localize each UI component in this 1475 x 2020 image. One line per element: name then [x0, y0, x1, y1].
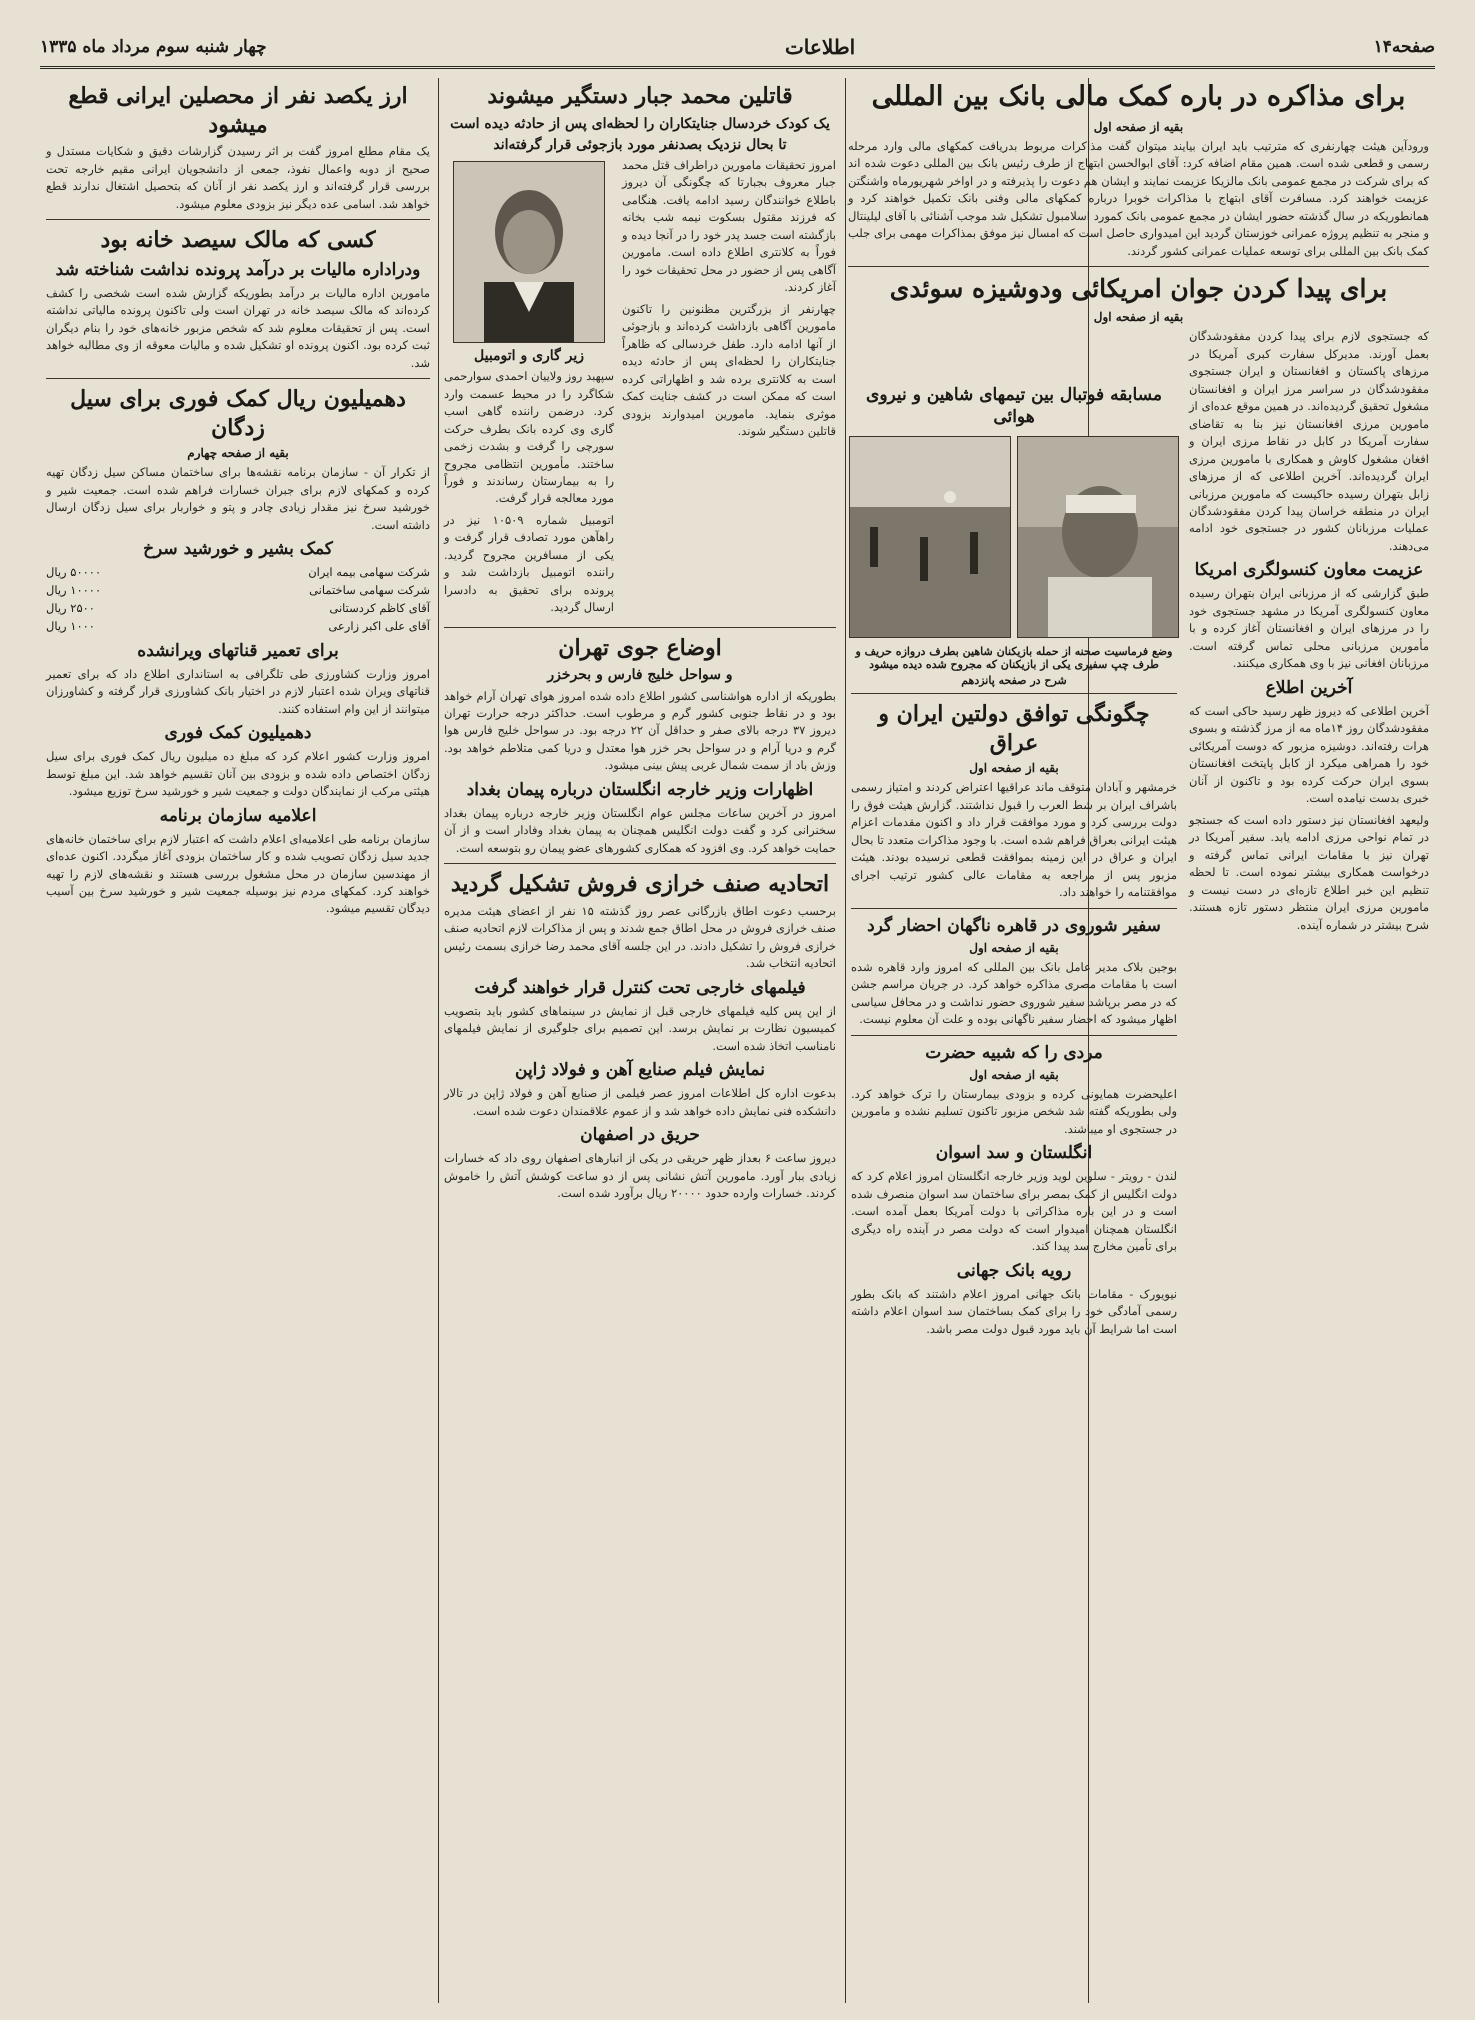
headline-murder: قاتلین محمد جبار دستگیر میشوند — [487, 83, 793, 109]
continuation-note: بقیه از صفحه چهارم — [187, 446, 289, 461]
newspaper-name: اطلاعات — [784, 35, 856, 59]
article-text: که جستجوی لازم برای پیدا کردن مفقودشدگان بعمل آورند. مدیرکل سفارت کبری آمریکا در مرزهای پاکستان و افغانستان و ایران جستجوی مفقودشدگان در سراسر مرز ایران و افغانستان مشغول تحقیق گردیده‌اند. در همین موقع عده‌ای از مامورین مرزی افغانستان نیز بنا به تقاضای سفارت آمریکا در کابل در نقاط مرزی ایران و افغان مشغول کاوش و همکاری با مامورین مرزی ایران گردیده‌اند. آخرین اطلاعی که از مرزهای زابل بتهران رسیده حاکیست که مامورین مرزبانی ایران در منطقه خراسان پیدا کردن مفقودشدگان عملیات مرزبانان کشور در جستجوی خود ادامه می‌دهند. — [1189, 329, 1429, 553]
donations-list — [46, 564, 430, 635]
column-center-left — [438, 78, 842, 2003]
subheadline-child-witness: یک کودک خردسال جنایتکاران را لحظه‌ای پس از حادثه دیده است — [450, 115, 830, 132]
donation-amount: ۵۰۰۰۰ ریال — [46, 565, 102, 580]
missing-persons-column — [1189, 328, 1429, 938]
headline-football: مسابقه فوتبال بین تیمهای شاهین و نیروی هوائی — [866, 385, 1162, 428]
murder-story-block — [444, 157, 836, 621]
photo-caption: وضع فرماسیت صحنه از حمله بازیکنان شاهین بطرف دروازه حریف و طرف چپ سفیری یکی از بازیکنان که مجروح شده دیده میشود — [855, 645, 1173, 672]
article-text: از تکرار آن - سازمان برنامه نقشه‌ها برای ساختمان مساکن سیل زدگان تهیه کرده و کمکهای لازم برای جبران خسارات فراهم شده است. جمعیت شیر و خورشید سرخ نیز مقدار زیادی چادر و پتو و خواربار برای سیل زدگان ارسال داشته است. — [46, 465, 430, 532]
article-text: برحسب دعوت اطاق بازرگانی عصر روز گذشته ۱۵ نفر از اعضای هیئت مدیره صنف خرازی فروش در محل اطاق جمع شدند و پس از مذاکرات لازم اتحادیه صنف خرازی فروش را تشکیل دادند. در این جلسه آقای محمد رضا خرازی بسمت رئیس اتحادیه انتخاب شد. — [444, 903, 836, 971]
headline-haberdashers: اتحادیه صنف خرازی فروش تشکیل گردید — [450, 871, 830, 898]
headline-300-houses: کسی که مالک سیصد خانه بود — [100, 227, 376, 254]
article-text: بدعوت اداره کل اطلاعات امروز عصر فیلمی از صنایع آهن و فولاد ژاپن در تالار دانشکده فنی نمایش داده خواهد شد و از عموم علاقمندان دعوت شده است. — [444, 1086, 836, 1118]
article-text: مامورین اداره مالیات بر درآمد بطوریکه گزارش شده است شخصی را کشف کرده‌اند که مالک سیصد خانه در تهران است ولی تاکنون پرونده مالیاتی نداشته است. پس از تحقیقات معلوم شد که شخص مزبور خانه‌های خود را بنام دیگران ثبت کرده بود. اکنون پرونده او تشکیل شده و مالیات معوقه از وی مطالبه خواهد شد. — [46, 285, 430, 370]
divider — [851, 1035, 1177, 1036]
continuation-note: بقیه از صفحه اول — [1093, 119, 1184, 134]
article-text: امروز در آخرین ساعات مجلس عوام انگلستان وزیر خارجه درباره پیمان بغداد سخنرانی کرد و گفت دولت انگلیس همچنان به پیمان بغداد وفادار است و از آن حمایت خواهد کرد. وی افزود که همکاری کشورهای عضو پیمان رو بتوسعه است. — [444, 805, 836, 855]
photo-reference: شرح در صفحه پانزدهم — [961, 674, 1067, 688]
donor-name: آقای کاظم کردستانی — [329, 600, 430, 615]
divider — [848, 266, 1429, 267]
issue-date: چهار شنبه سوم مرداد ماه ۱۳۳۵ — [40, 37, 267, 57]
page-number: صفحه۱۴ — [1373, 37, 1435, 57]
headline-isfahan-fire: حریق در اصفهان — [580, 1125, 700, 1146]
donation-amount: ۱۰۰۰ ریال — [46, 618, 95, 633]
article-text: لندن - رویتر - سلوین لوید وزیر خارجه انگلستان امروز اعلام کرد که دولت انگلیس از کمک بمصر برای ساختمان سد اسوان منصرف شده است و در این باره مذاکراتی با دولت آمریکا بعمل آمده است. انگلستان همچنان امیدوار است که دولت مصر در آینده راه دیگری برای تأمین مخارج سد پیدا کند. — [851, 1169, 1177, 1254]
article-text: یک مقام مطلع امروز گفت بر اثر رسیدن گزارشات دقیق و شکایات مستدل و صحیح از دوبه واعمال نفوذ، جمعی از دانشجویان ایرانی مقیم خارجه تحت بررسی قرار گرفته‌اند و ارز یکصد نفر از آنان که بتحصیل اشتغال ندارند قطع خواهد شد. اسامی عده دیگر نیز بزودی معلوم میشود. — [46, 144, 430, 211]
column-center-right — [845, 380, 1183, 2003]
headline-steel-film: نمایش فیلم صنایع آهن و فولاد ژاپن — [515, 1060, 765, 1081]
football-match-photo — [849, 436, 1011, 638]
headline-weather: اوضاع جوی تهران — [558, 634, 722, 661]
football-player-photo — [1017, 436, 1179, 638]
headline-bank-talks: برای مذاکره در باره کمک مالی بانک بین المللی — [871, 81, 1406, 112]
photo-caption: زیر گاری و اتومبیل — [474, 347, 584, 364]
article-text: ولیعهد افغانستان نیز دستور داده است که جستجو در تمام نواحی مرزی ادامه یابد. سفیر آمریکا در تهران نیز با مقامات ایرانی تماس گرفته و درخواست همکاری بیشتر نموده است. تا لحظه تنظیم این خبر اطلاع تازه‌ای در دست نیست و مامورین مرزی ایران منتظر دستور تازه هستند. شرح بیشتر در شماره آینده. — [1189, 812, 1429, 932]
article-text: نیویورک - مقامات بانک جهانی امروز اعلام داشتند که بانک بطور رسمی آمادگی خود را برای کمک بساختمان سد اسوان اعلام داشته است اما شرایط آن باید مورد قبول دولت مصر باشد. — [851, 1286, 1177, 1336]
column-left — [40, 78, 436, 2003]
headline-baghdad-pact: اظهارات وزیر خارجه انگلستان درباره پیمان بغداد — [466, 779, 814, 800]
article-text: بطوریکه از اداره هواشناسی کشور اطلاع داده شده امروز هوای تهران آرام خواهد بود و در نقاط جنوبی کشور گرم و مرطوب است. حداکثر درجه حرارت تهران دیروز ۳۷ درجه بالای صفر و حداقل آن ۲۲ درجه بود. در سواحل خلیج فارس هوا گرم و دریا آرام و در سواحل بحر خزر هوا معتدل و دریا کمی متلاطم خواهد بود. وزش باد از سمت شمال غربی پیش بینی میشود. — [444, 688, 836, 773]
subheadline-interrogation: تا بحال نزدیک بصدنفر مورد بازجوئی قرار گرفته‌اند — [493, 136, 787, 153]
divider — [46, 378, 430, 379]
donor-name: آقای علی اکبر زارعی — [328, 618, 430, 633]
headline-latest-news: آخرین اطلاع — [1265, 677, 1353, 698]
article-text: سازمان برنامه طی اعلامیه‌ای اعلام داشت که اعتبار لازم برای ساختمان خانه‌های جدید سیل زدگان تصویب شده و کار ساختمان بزودی آغاز میگردد. اکنون عده‌ای از مهندسین سازمان در محل مشغول بررسی هستند و نقشه‌های لازم را تهیه خواهند کرد. کمکهای مردم نیز بوسیله جمعیت شیر و خورشید سرخ بین آسیب دیدگان تقسیم میشود. — [46, 831, 430, 916]
article-text: آخرین اطلاعی که دیروز ظهر رسید حاکی است که مفقودشدگان روز ۱۴ماه مه از مرز گذشته و بسوی هرات رفته‌اند. دوشیزه مزبور که دوست آمریکائی خود را همراهی میکرد از کابل پایتخت افغانستان بسوی ایران حرکت کرده بود و تاکنون از آنان خبری بدست نیامده است. — [1189, 703, 1429, 806]
article-text: چهارنفر از بزرگترین مظنونین را تاکنون مامورین آگاهی بازداشت کرده‌اند و بازجوئی از آنها ادامه دارد. طفل خردسالی که ظاهراً جنایتکاران را لحظه‌ای پس از حادثه دیده است به کلانتری برده شد و اظهاراتی کرده است که ممکن است در کشف جنایت کمک موثری بنماید. مامورین امیدوارند بزودی قاتلین دستگیر شوند. — [622, 301, 836, 438]
divider — [444, 863, 836, 864]
subheadline-weather: و سواحل خلیج فارس و بحرخزر — [547, 667, 733, 684]
article-text: از این پس کلیه فیلمهای خارجی قبل از نمایش در سینماهای کشور باید بتصویب کمیسیون نظارت بر نمایش برسد. این تصمیم برای جلوگیری از نمایش فیلمهای نامناسب اتخاذ شده است. — [444, 1003, 836, 1053]
continuation-note: بقیه از صفحه اول — [1093, 310, 1184, 325]
divider — [46, 219, 430, 220]
masthead — [40, 28, 1435, 69]
donor-name: شرکت سهامی ساختمانی — [309, 583, 430, 598]
article-text: خرمشهر و آبادان متوقف ماند عراقیها اعتراض کردند و امتیاز رسمی باشراف ایران بر شط العرب را قبول نداشتند. گزارش هیئت فوق را دولت بررسی کرد و مورد موافقت قرار داد و اکنون مقدمات اعزام هیئت ایرانی بعراق فراهم شده است. با وجود مذاکرات متعدد تا بحال ایران و عراق در این زمینه بموافقت قطعی نرسیده بودند. هیئت مزبور پس از مراجعه به مقامات عالی کشور ترتیب اجرای موافقتنامه را خواهند داد. — [851, 780, 1177, 900]
donation-row — [46, 600, 430, 618]
article-text: امروز تحقیقات مامورین دراطراف قتل محمد جبار معروف بجبارتا که چگونگی آن دیروز باطلاع خوانندگان رسید ادامه یافت. هنگامی که فرزند مقتول بسکوت نیمه شب بخانه بازگشته است جسد پدر خود را در آنجا دیده و فوراً به کلانتری اطلاع داده است. مامورین آگاهی پس از حضور در محل تحقیقات خود را آغاز کردند. — [622, 157, 836, 295]
article-text: اتومبیل شماره ۱۰۵۰۹ نیز در راهآهن مورد تصادف قرار گرفت و یکی از مسافرین مجروح گردید. راننده اتومبیل بازداشت شد و پرونده برای تحقیق به دادسرا ارسال گردید. — [444, 512, 614, 615]
headline-consul: عزیمت معاون کنسولگری امریکا — [1194, 560, 1424, 581]
article-text: طبق گزارشی که از مرزبانی ایران بتهران رسیده معاون کنسولگری آمریکا در مشهد جستجوی خود را در مرزهای ایران و افغانستان آغاز کرده و با مأمورین مرزبانی محلی تماس گرفته است. مرزبانان افغانی نیز با وی همکاری میکنند. — [1189, 586, 1429, 671]
article-text: بوجین بلاک مدیر عامل بانک بین المللی که امروز وارد قاهره شده است با مقامات مصری مذاکره خواهد کرد. در جریان مراسم جشن که در مصر برپاشد سفیر شوروی حضور نداشت و در محافل سیاسی اظهار میشود که احضار سفیر ناگهانی بوده و علت آن معلوم نیست. — [851, 959, 1177, 1027]
continuation-note: بقیه از صفحه اول — [969, 1067, 1059, 1082]
headline-foreign-films: فیلمهای خارجی تحت کنترل قرار خواهند گرفت — [474, 977, 806, 998]
donation-amount: ۱۰۰۰۰ ریال — [46, 583, 102, 598]
article-text: دیروز ساعت ۶ بعداز ظهر حریقی در یکی از انبارهای اصفهان روی داد که خسارات زیادی ببار آورد. مامورین آتش نشانی پس از دو ساعت کوشش آتش را خاموش کردند. خسارات وارده حدود ۲۰۰۰۰ ریال برآورد شده است. — [444, 1151, 836, 1201]
headline-aswan: انگلستان و سد اسوان — [935, 1143, 1093, 1164]
divider — [851, 693, 1177, 694]
continuation-note: بقیه از صفحه اول — [969, 940, 1059, 955]
headline-students-currency: ارز یکصد نفر از محصلین ایرانی قطع میشود — [68, 83, 408, 138]
continuation-note: بقیه از صفحه اول — [969, 761, 1059, 776]
article-text: امروز وزارت کشاورزی طی تلگرافی به استانداری اطلاع داد که برای تعمیر قناتهای ویران شده اعتبار لازم در اختیار بانک کشاورزی قرار گرفته و کشاورزان میتوانند از این وام استفاده کنند. — [46, 666, 430, 716]
donation-row — [46, 618, 430, 636]
victim-portrait-photo — [453, 161, 605, 343]
headline-red-lion-aid: کمک بشیر و خورشید سرخ — [143, 539, 333, 560]
subheadline-tax-office: ودراداره مالیات بر درآمد پرونده نداشت شناخته شد — [55, 259, 421, 280]
headline-flood-aid: دهمیلیون ریال کمک فوری برای سیل زدگان — [70, 386, 406, 441]
divider — [444, 627, 836, 628]
article-text: اعلیحضرت همایونی کرده و بزودی بیمارستان را ترک خواهد کرد. ولی بطوریکه گفته شد شخص مزبور تاکنون تسلیم نشده و مامورین در جستجوی او میباشند. — [851, 1086, 1177, 1136]
article-text: سپهبد روز ولاییان احمدی سوارحمی شکاگرد را در محیط عسمت وارد کرد. درضمن راننده گاهی اسب گاری وی کرده بانک بطرف حرکت سورچی را گرفت و بشدت زخمی ساختند. مأمورین انتظامی مجروح را به بیمارستان رساندند و فوراً مورد معالجه قرار گرفت. — [444, 369, 614, 506]
football-photos — [851, 432, 1177, 642]
donation-amount: ۲۵۰۰ ریال — [46, 600, 95, 615]
headline-lookalike: مردی را که شبیه حضرت — [925, 1042, 1103, 1063]
article-text: امروز وزارت کشور اعلام کرد که مبلغ ده میلیون ریال کمک فوری برای سیل زدگان اختصاص داده شده و بزودی بین آنان تقسیم خواهد شد. این مبلغ توسط هیئتی مرکب از نمایندگان دولت و جمعیت شیر و خورشید سرخ توزیع میشود. — [46, 749, 430, 799]
donor-name: شرکت سهامی بیمه ایران — [308, 565, 430, 580]
article-text: ورودآین هیئت چهارنفری که مترتیب باید ایران بیایند میتوان گفت مذاکرات مربوط بدریافت کمکهای مالی وارد مرحله رسمی و قطعی شده است. همین مقام اضافه کرد: آقای ابوالحسن ابتهاج از طرف رئیس بانک بین المللی دعوت شده اند که برای شرکت در مجمع عمومی بانک مالزیکا عزیمت نمایند و ایشان هم دعوت را پذیرفته و در اواخر شهریورماه واشنگتن عزیمت خواهند کرد. مسافرت آقای ابتهاج با مذاکرات خوبرا درباره کمکهای مالی وفنی بانک تکمیل خواهند کرد و همانطوریکه در سال گذشته حضور ایشان در مجمع عمومی بانک کمورد اسلامبول تشکیل شد موجب آشنائی با آقای لیلینتال و منجر به تنظیم پروژه عمرانی خوزستان گردید این امیدواری حاصل است که امسال نیز موفق بمذاکرات مهمی برای جلب کمک بانک بین المللی برای توسعه عملیات عمرانی کشور گردند. — [848, 138, 1429, 258]
headline-missing-persons: برای پیدا کردن جوان امریکائی ودوشیزه سوئدی — [889, 274, 1388, 304]
donation-row — [46, 582, 430, 600]
donation-row — [46, 564, 430, 582]
divider — [851, 908, 1177, 909]
headline-world-bank: رویه بانک جهانی — [956, 1260, 1072, 1281]
headline-iran-iraq: چگونگی توافق دولتین ایران و عراق — [878, 701, 1150, 756]
headline-soviet-ambassador: سفیر شوروی در قاهره ناگهان احضار گرد — [867, 915, 1161, 936]
headline-plan-org: اعلامیه سازمان برنامه — [159, 805, 317, 826]
headline-emergency-aid: دهمیلیون کمک فوری — [164, 723, 312, 743]
headline-qanat-repair: برای تعمیر قناتهای ویرانشده — [137, 640, 339, 661]
